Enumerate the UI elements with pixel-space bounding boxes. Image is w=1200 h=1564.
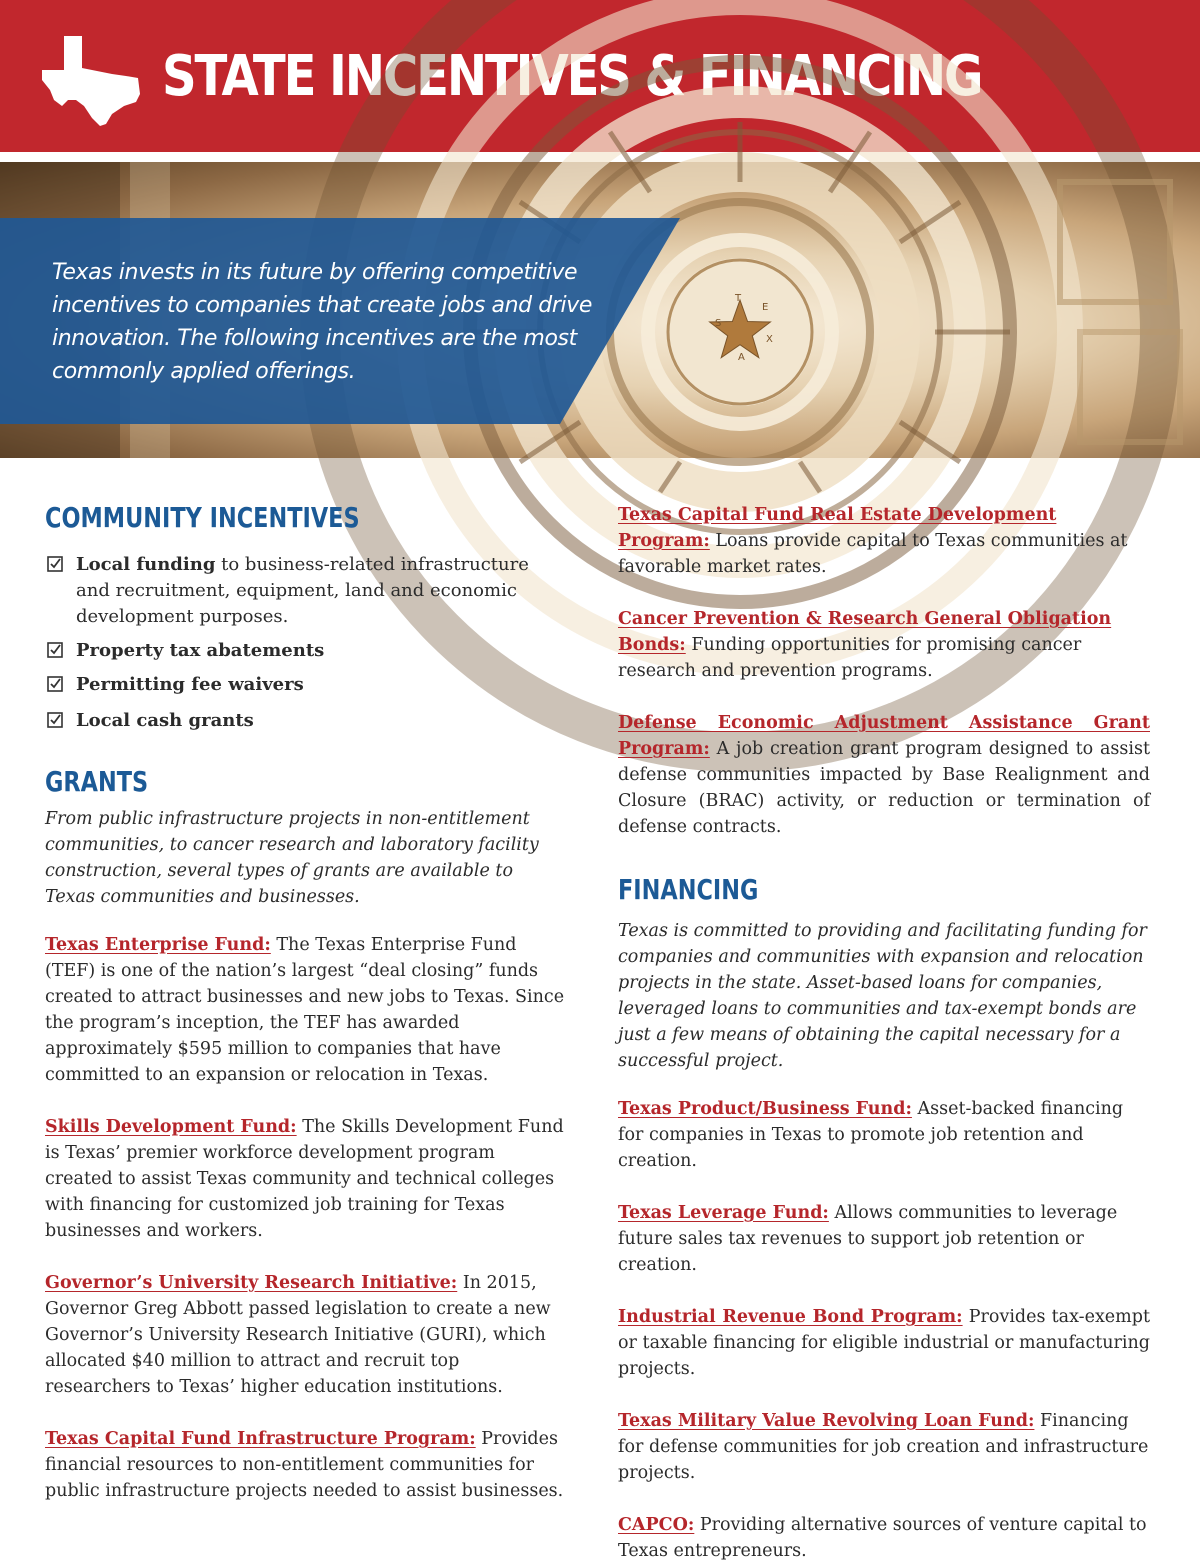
- grant-entry: [45, 1270, 565, 1400]
- page-title: STATE INCENTIVES & FINANCING: [162, 44, 982, 109]
- entry-text: Provides financial resources to non-entitlement communities for public infrastructure projects needed to assist businesses.: [45, 1429, 564, 1501]
- checkbox-checked-icon: [47, 712, 63, 728]
- financing-heading: FINANCING: [618, 873, 759, 906]
- star-letter: T: [735, 293, 742, 304]
- cancer-prevention-bonds-link[interactable]: Cancer Prevention & Research General Obligation Bonds:: [618, 609, 1112, 655]
- capco-link[interactable]: CAPCO:: [618, 1515, 695, 1535]
- entry-text: Provides tax-exempt or taxable financing for eligible industrial or manufacturing projects.: [618, 1307, 1150, 1379]
- list-item: [45, 708, 565, 734]
- entry-text: A job creation grant program designed to assist defense communities impacted by Base Realignment and Closure (BRAC) activity, or reduction or termination of defense contracts.: [618, 739, 1150, 837]
- financing-entry: [618, 1408, 1150, 1486]
- grant-entry: [45, 1426, 565, 1504]
- product-business-fund-link[interactable]: Texas Product/Business Fund:: [618, 1099, 912, 1119]
- financing-entry: [618, 1096, 1150, 1174]
- grant-entry: [45, 932, 565, 1088]
- entry-text: In 2015, Governor Greg Abbott passed legislation to create a new Governor’s University Research Initiative (GURI), which allocated $40 million to attract and recruit top researchers to Texas’ higher education institutions.: [45, 1273, 551, 1397]
- list-item: [45, 638, 565, 664]
- item-bold: Local cash grants: [76, 710, 254, 731]
- grant-entry: [618, 606, 1150, 684]
- list-item: [45, 672, 565, 698]
- item-bold: Local funding: [76, 554, 216, 575]
- entry-text: Financing for defense communities for job creation and infrastructure projects.: [618, 1411, 1149, 1483]
- right-column: [618, 500, 1150, 1564]
- item-bold: Permitting fee waivers: [76, 674, 304, 695]
- star-letter: X: [766, 334, 773, 345]
- grant-entry: [618, 710, 1150, 840]
- entry-text: Funding opportunities for promising cancer research and prevention programs.: [618, 635, 1082, 681]
- checkbox-checked-icon: [47, 676, 63, 692]
- item-bold: Property tax abatements: [76, 640, 325, 661]
- defense-adjustment-grant-link[interactable]: Defense Economic Adjustment Assistance Grant Program:: [618, 713, 1150, 759]
- grants-intro: From public infrastructure projects in non-entitlement communities, to cancer research and laboratory facility construction, several types of grants are available to Texas communities and businesses.: [45, 809, 539, 907]
- star-letter: S: [715, 318, 722, 329]
- grant-entry: [45, 1114, 565, 1244]
- intro-text: Texas invests in its future by offering competitive incentives to companies that create jobs and drive innovation. The following incentives are the most commonly applied offerings.: [52, 260, 592, 384]
- community-incentives-heading: COMMUNITY INCENTIVES: [45, 501, 360, 534]
- grants-heading: GRANTS: [45, 765, 149, 798]
- skills-development-fund-link[interactable]: Skills Development Fund:: [45, 1117, 297, 1137]
- financing-intro: Texas is committed to providing and facilitating funding for companies and communities with expansion and relocation projects in the state. Asset-based loans for companies, leveraged loans to communities and tax-exempt bonds are just a few means of obtaining the capital necessary for a successful project.: [618, 921, 1147, 1071]
- guri-link[interactable]: Governor’s University Research Initiative:: [45, 1273, 458, 1293]
- entry-text: Loans provide capital to Texas communities at favorable market rates.: [618, 531, 1128, 577]
- texas-map-icon: [42, 34, 142, 126]
- entry-text: Asset-backed financing for companies in Texas to promote job retention and creation.: [618, 1099, 1124, 1171]
- financing-entry: [618, 1512, 1150, 1564]
- star-letter: E: [762, 302, 769, 313]
- list-item: [45, 552, 565, 630]
- star-letter: A: [738, 352, 745, 363]
- entry-text: Allows communities to leverage future sales tax revenues to support job retention or creation.: [618, 1203, 1118, 1275]
- left-column: [45, 500, 565, 1504]
- community-incentives-list: [45, 552, 565, 734]
- capital-fund-real-estate-link[interactable]: Texas Capital Fund Real Estate Development Program:: [618, 505, 1057, 551]
- item-text: to business-related infrastructure and recruitment, equipment, land and economic development purposes.: [76, 554, 529, 627]
- capital-fund-infrastructure-link[interactable]: Texas Capital Fund Infrastructure Program:: [45, 1429, 476, 1449]
- checkbox-checked-icon: [47, 642, 63, 658]
- entry-text: Providing alternative sources of venture capital to Texas entrepreneurs.: [618, 1515, 1147, 1561]
- financing-entry: [618, 1200, 1150, 1278]
- grant-entry: [618, 502, 1150, 580]
- checkbox-checked-icon: [47, 556, 63, 572]
- entry-text: The Skills Development Fund is Texas’ premier workforce development program created to assist Texas community and technical colleges with financing for customized job training for Texas businesses and workers.: [45, 1117, 564, 1241]
- military-value-loan-fund-link[interactable]: Texas Military Value Revolving Loan Fund:: [618, 1411, 1035, 1431]
- texas-enterprise-fund-link[interactable]: Texas Enterprise Fund:: [45, 935, 271, 955]
- financing-entry: [618, 1304, 1150, 1382]
- entry-text: The Texas Enterprise Fund (TEF) is one of the nation’s largest “deal closing” funds created to attract businesses and new jobs to Texas. Since the program’s inception, the TEF has awarded approximately $595 million to companies that have committed to an expansion or relocation in Texas.: [45, 935, 565, 1085]
- industrial-revenue-bond-link[interactable]: Industrial Revenue Bond Program:: [618, 1307, 963, 1327]
- leverage-fund-link[interactable]: Texas Leverage Fund:: [618, 1203, 829, 1223]
